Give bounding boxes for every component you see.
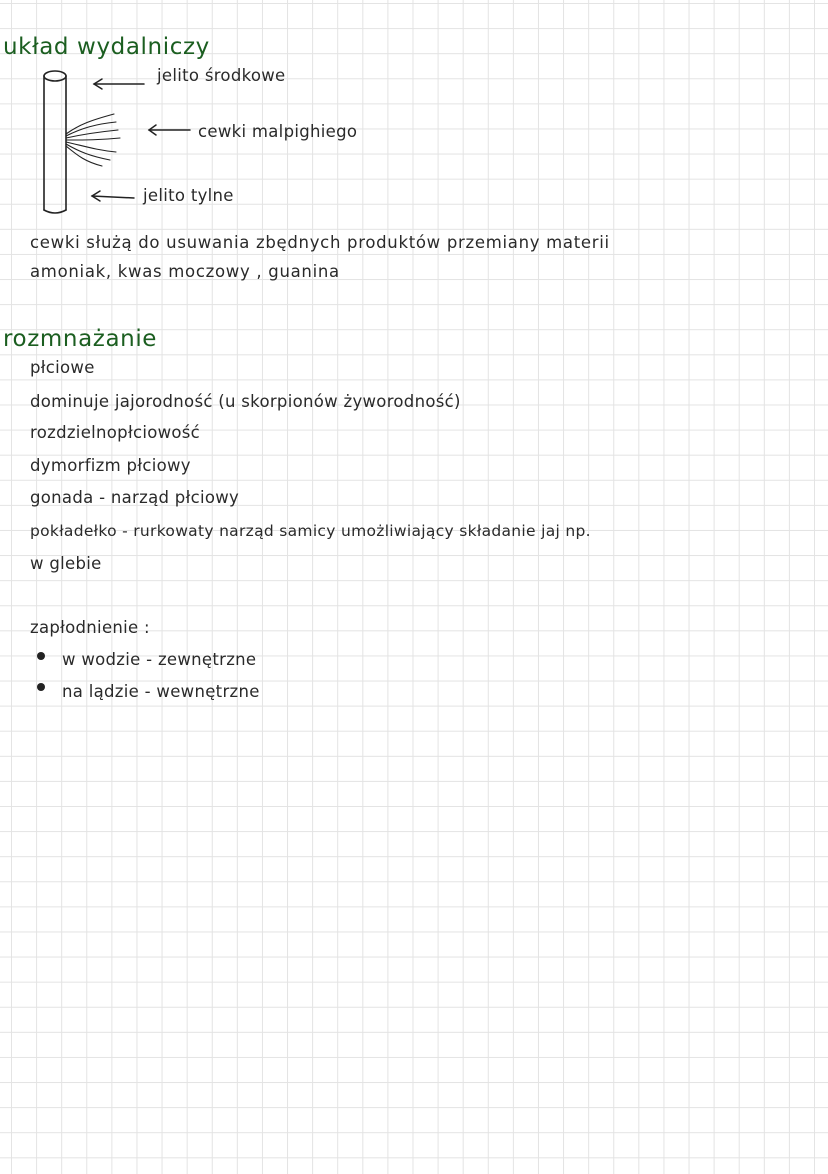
bullet-dot: [37, 683, 45, 691]
excretory-text-line1: cewki służą do usuwania zbędnych produktów przemiany materii: [30, 233, 610, 252]
excretory-text-line2: amoniak, kwas moczowy , guanina: [30, 262, 340, 281]
malpighian-tubules: [66, 114, 120, 166]
repro-item-sexual: płciowe: [30, 358, 95, 377]
bullet-dot: [37, 652, 45, 660]
tube-bottom: [44, 210, 66, 213]
fertilization-land: na lądzie - wewnętrzne: [62, 682, 260, 701]
arrow-malpighian: [146, 124, 192, 136]
label-malpighian: cewki malpighiego: [198, 122, 358, 141]
repro-item-dimorphism: dymorfizm płciowy: [30, 456, 191, 475]
label-midgut: jelito środkowe: [157, 66, 286, 85]
repro-item-gonad: gonada - narząd płciowy: [30, 488, 240, 507]
reproduction-heading: rozmnażanie: [3, 326, 158, 352]
tube-top: [44, 71, 66, 81]
label-hindgut: jelito tylne: [143, 186, 234, 205]
excretory-heading: układ wydalniczy: [3, 34, 210, 60]
repro-item-ovipositor-cont: w glebie: [30, 554, 102, 573]
repro-item-oviparity: dominuje jajorodność (u skorpionów żyworodność): [30, 392, 461, 411]
repro-item-ovipositor: pokładełko - rurkowaty narząd samicy umożliwiający składanie jaj np.: [30, 522, 591, 540]
arrow-hindgut-shaft: [92, 196, 134, 198]
repro-item-dioecy: rozdzielnopłciowość: [30, 423, 201, 442]
fertilization-water: w wodzie - zewnętrzne: [62, 650, 257, 669]
gut-diagram: [30, 62, 150, 222]
fertilization-heading: zapłodnienie :: [30, 618, 150, 637]
